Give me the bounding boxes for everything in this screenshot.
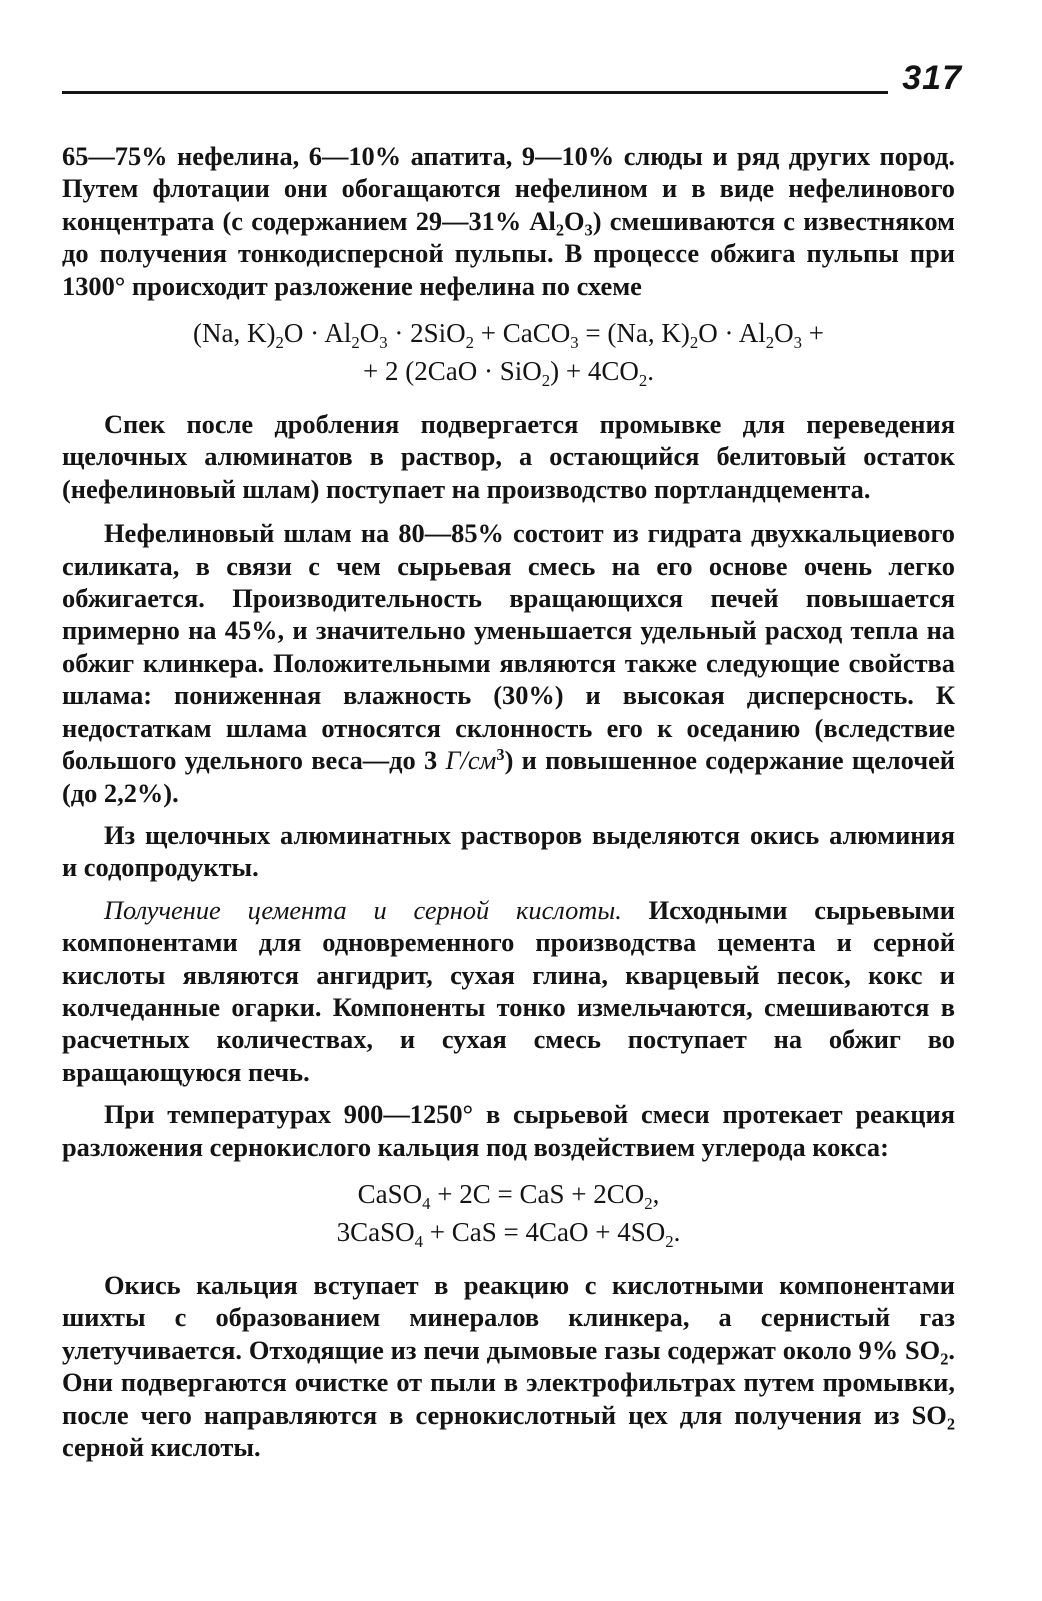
f: O [774, 318, 794, 349]
sub: 2 [644, 1193, 653, 1213]
f: + CaS = 4CaO + 4SO [423, 1216, 666, 1247]
paragraph-4: Из щелочных алюминатных растворов выделяются окись алюминия и содопродукты. [62, 819, 955, 883]
f: CaSO [357, 1178, 423, 1209]
paragraph-2: Спек после дробления подвергается промывке для переведения щелочных алюминатов в раствор, а остающийся белитовый остаток (нефелиновый шлам) поступает на производство портландцемента. [62, 409, 955, 504]
text: O [564, 205, 585, 236]
sub: 2 [689, 332, 699, 352]
f: ) + 4CO [550, 356, 639, 387]
text: Исходными сырьевыми компонентами для одновременного производства цемента и серной кислоты являются ангидрит, сухая глина, кварцевый песок, кокс и колчеданные огарки. Компоненты тонко измельчаются, смешиваются в расчетных количествах, и сухая смесь поступает на обжиг во вращающуюся печь. [62, 894, 955, 1087]
text: Окись кальция вступает в реакцию с кислотными компонентами шихты с образованием минералов клинкера, а сернистый газ улетучивается. Отходящие из печи дымовые газы содержат около 9% SO [62, 1269, 955, 1365]
f: + 2 (2CaO · SiO [363, 356, 542, 387]
sub: 2 [765, 332, 775, 352]
text: Нефелиновый шлам на 80—85% состоит из гидрата двухкальциевого силиката, в связи с чем сырьевая смесь на его основе очень легко обжигается. Производительность вращающихся печей повышается примерно на 45%, и значительно уменьшается удельный расход тепла на обжиг клинкера. Положительными являются также следующие свойства шлама: пониженная влажность (30%) и высокая дисперсность. К недостаткам шлама относятся склонность его к оседанию (вследствие большого удельного веса—до 3 [62, 518, 955, 776]
f: O · Al [283, 318, 352, 349]
paragraph-7 [62, 1269, 955, 1463]
f: + 2C = CaS + 2CO [430, 1178, 645, 1209]
f: O · Al [698, 318, 766, 349]
paragraph-3 [62, 517, 955, 809]
subscript: 2 [946, 1414, 955, 1434]
formula-line [62, 314, 955, 352]
f: + CaCO [474, 318, 571, 349]
formula-calcium-sulfate [62, 1175, 955, 1251]
sub: 2 [275, 332, 284, 352]
paragraph-1 [62, 140, 955, 302]
f: O [359, 318, 380, 349]
unit: Г/см [445, 745, 497, 776]
f: . [673, 1216, 681, 1247]
formula-line [62, 352, 955, 390]
formula-line [62, 1175, 955, 1213]
sub: 2 [541, 370, 551, 390]
text: ) и повышенное содержание щелочей (до 2,2%). [62, 745, 955, 808]
paragraph-6: При температурах 900—1250° в сырьевой смеси протекает реакция разложения сернокислого кальция под воздействием углерода кокса: [62, 1099, 955, 1162]
paragraph-5 [62, 894, 955, 1088]
sub: 3 [570, 332, 579, 352]
text: 65—75% нефелина, 6—10% апатита, 9—10% слюды и ряд других пород. Путем флотации они обогащаются нефелином и в виде нефелинового концентрата (с содержанием 29—31% Al [62, 141, 955, 236]
f: 3CaSO [336, 1216, 415, 1247]
subscript: 3 [584, 220, 593, 240]
sub: 2 [665, 1231, 674, 1251]
sub: 2 [638, 370, 648, 390]
sub: 3 [793, 332, 802, 352]
f: , [652, 1178, 660, 1209]
page-number: 317 [902, 59, 962, 97]
text: . Они подвергаются очистке от пыли в электрофильтрах путем промывки, после чего направляются в сернокислотный цех для получения из SO [62, 1334, 955, 1430]
header-rule [62, 91, 888, 94]
f: = (Na, K) [578, 318, 690, 349]
text: серной кислоты. [62, 1432, 261, 1462]
formula-nepheline-decomposition [62, 314, 955, 390]
sub: 3 [379, 332, 388, 352]
f: (Na, K) [193, 318, 276, 349]
superscript: 3 [496, 745, 505, 765]
page-body [62, 140, 955, 1475]
subscript: 2 [940, 1349, 949, 1369]
subscript: 2 [555, 220, 565, 240]
sub: 2 [351, 332, 360, 352]
sub: 4 [422, 1193, 431, 1213]
f: . [647, 356, 654, 387]
f: · 2SiO [387, 318, 466, 349]
f: + [801, 318, 824, 349]
formula-line [62, 1213, 955, 1251]
text: ) смешиваются с известняком до получения тонкодисперсной пульпы. В процессе обжига пульпы при 1300° происходит разложение нефелина по схеме [62, 205, 955, 301]
sub: 2 [465, 332, 475, 352]
page-header [62, 50, 962, 100]
sub: 4 [414, 1231, 424, 1251]
section-heading-inline: Получение цемента и серной кислоты. [104, 894, 622, 925]
